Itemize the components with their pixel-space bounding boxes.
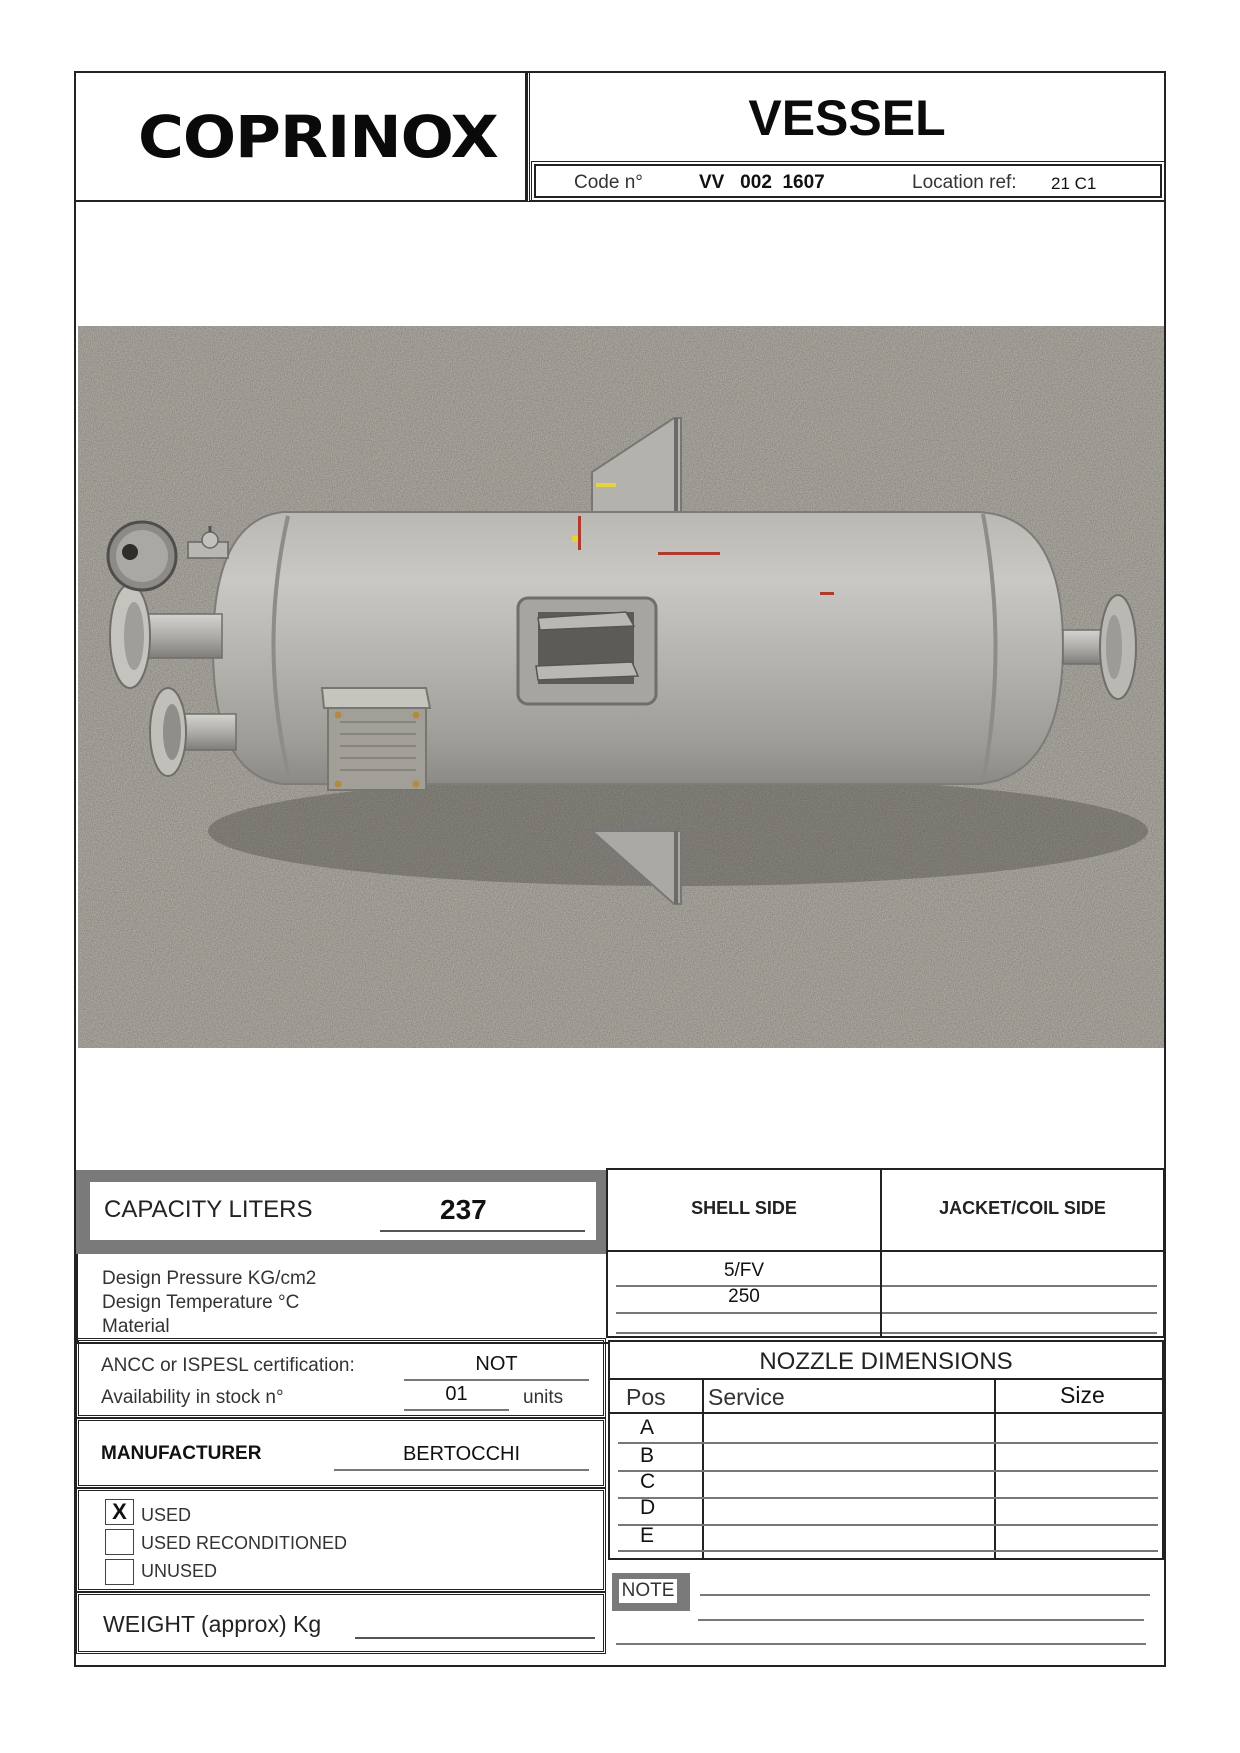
code-bar: [534, 164, 1162, 198]
code-label: Code n°: [574, 172, 643, 193]
service-header: Service: [708, 1384, 785, 1410]
shell-side-header: SHELL SIDE: [606, 1168, 882, 1252]
design-temperature-label: Design Temperature °C: [102, 1292, 300, 1313]
header-logo-cell: [74, 71, 527, 202]
capacity-underline: [380, 1230, 585, 1232]
shell-pressure-value[interactable]: 5/FV: [723, 1260, 765, 1281]
stock-unit: units: [523, 1387, 564, 1408]
certification-label: ANCC or ISPESL certification:: [101, 1355, 355, 1376]
jacket-pressure-value[interactable]: [882, 1285, 1157, 1287]
table-row[interactable]: [618, 1470, 1158, 1472]
shell-temperature-value[interactable]: 250: [728, 1286, 760, 1307]
pos-header: Pos: [626, 1384, 666, 1410]
note-line-2[interactable]: [698, 1619, 1144, 1621]
design-labels-cell: [76, 1254, 608, 1344]
stock-value[interactable]: 01: [445, 1383, 468, 1405]
certification-cell: [76, 1338, 606, 1418]
vessel-photo: [78, 326, 1164, 1048]
weight-cell: [76, 1592, 606, 1654]
used-reconditioned-label: USED RECONDITIONED: [141, 1533, 348, 1553]
manufacturer-label: MANUFACTURER: [101, 1443, 262, 1464]
note-line-1[interactable]: [700, 1594, 1150, 1596]
used-reconditioned-checkbox[interactable]: [105, 1529, 134, 1555]
nozzle-pos-e: E: [640, 1524, 655, 1547]
used-checkbox[interactable]: X: [105, 1499, 134, 1525]
weight-value[interactable]: [355, 1637, 595, 1639]
material-label: Material: [102, 1316, 170, 1337]
code-value: VV 002 1607: [699, 172, 825, 193]
shell-material-value[interactable]: [616, 1332, 880, 1334]
nozzle-pos-d: D: [640, 1496, 656, 1519]
manufacturer-cell: [76, 1418, 606, 1488]
note-badge: [612, 1573, 690, 1611]
capacity-value[interactable]: 237: [440, 1194, 487, 1225]
vessel-illustration: [78, 326, 1164, 1048]
jacket-coil-side-header: JACKET/COIL SIDE: [880, 1168, 1165, 1252]
note-label: NOTE: [619, 1579, 677, 1603]
weight-label: WEIGHT (approx) Kg: [103, 1611, 322, 1637]
page-title: VESSEL: [748, 90, 946, 146]
note-line-3[interactable]: [616, 1643, 1146, 1645]
table-row[interactable]: [618, 1550, 1158, 1552]
capacity-label: CAPACITY LITERS: [104, 1196, 313, 1223]
used-label: USED: [141, 1505, 192, 1525]
design-pressure-label: Design Pressure KG/cm2: [102, 1268, 317, 1289]
header-title-cell: [527, 71, 1166, 202]
unused-label: UNUSED: [141, 1561, 218, 1581]
manufacturer-value[interactable]: BERTOCCHI: [402, 1443, 521, 1465]
location-label: Location ref:: [912, 172, 1017, 193]
nozzle-title: NOZZLE DIMENSIONS: [759, 1348, 1013, 1375]
jacket-side-values: [880, 1250, 1165, 1338]
nozzle-pos-c: C: [640, 1470, 656, 1493]
table-row[interactable]: [618, 1497, 1158, 1499]
stock-label: Availability in stock n°: [101, 1387, 284, 1408]
table-row[interactable]: [618, 1442, 1158, 1444]
location-value: 21 C1: [1051, 174, 1097, 193]
size-header: Size: [1060, 1382, 1105, 1408]
jacket-temperature-value[interactable]: [882, 1312, 1157, 1314]
jacket-material-value[interactable]: [882, 1332, 1157, 1334]
coprinox-logo: COPRINOX: [138, 103, 498, 171]
nozzle-pos-a: A: [640, 1416, 655, 1439]
certification-value[interactable]: NOT: [475, 1353, 518, 1375]
shell-side-values: [606, 1250, 882, 1338]
nozzle-pos-b: B: [640, 1444, 655, 1467]
capacity-panel: [76, 1170, 608, 1254]
table-row[interactable]: [618, 1524, 1158, 1526]
condition-cell: [76, 1488, 606, 1592]
unused-checkbox[interactable]: [105, 1559, 134, 1585]
nozzle-dimensions-table: [608, 1340, 1164, 1560]
